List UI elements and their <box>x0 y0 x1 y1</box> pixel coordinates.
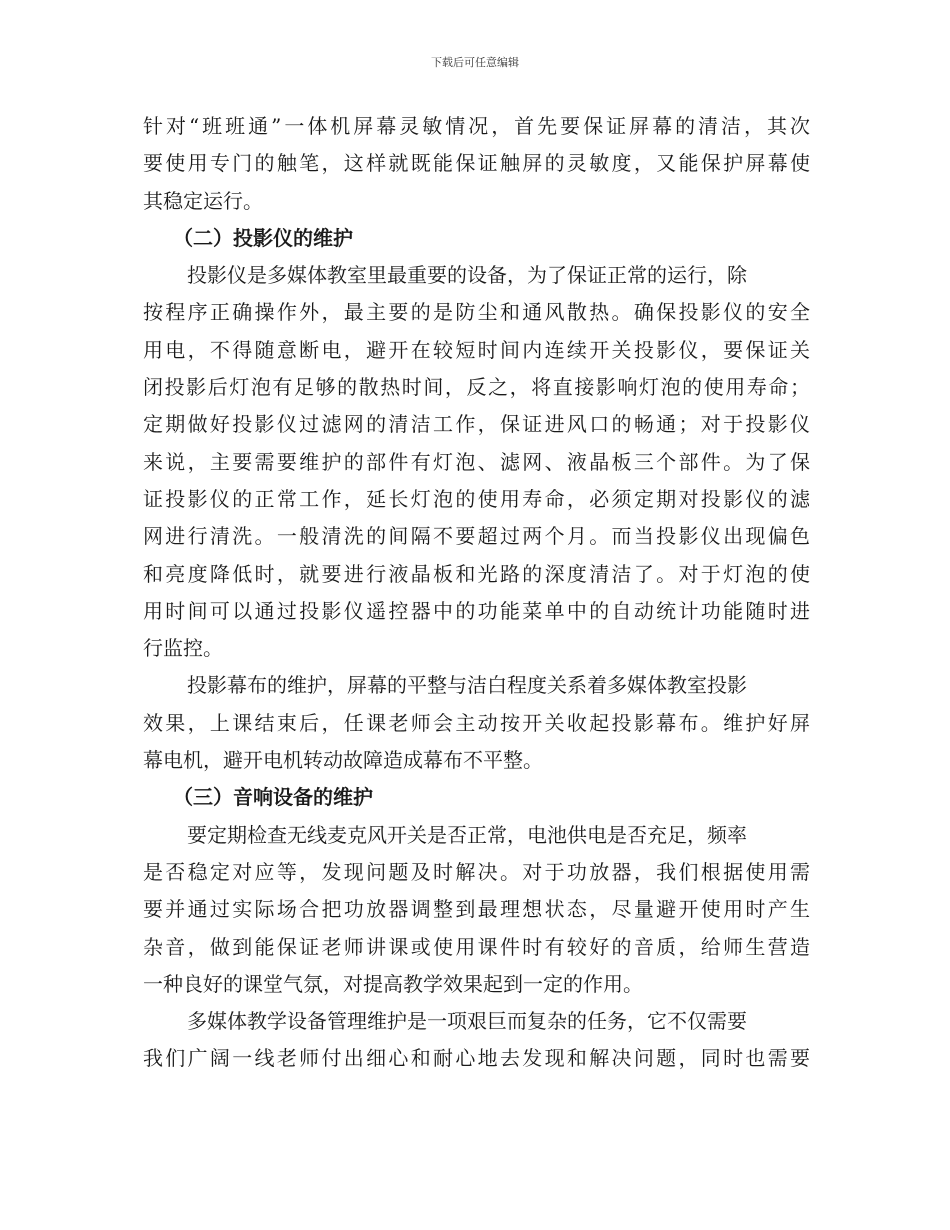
body-line: 要并通过实际场合把功放器调整到最理想状态，尽量避开使用时产生 <box>143 897 810 922</box>
body-line: 用时间可以通过投影仪遥控器中的功能菜单中的自动统计功能随时进 <box>143 598 810 623</box>
body-line: 一种良好的课堂气氛，对提高教学效果起到一定的作用。 <box>143 971 643 996</box>
body-line: 其稳定运行。 <box>143 188 263 213</box>
body-line: 定期做好投影仪过滤网的清洁工作，保证进风口的畅通；对于投影仪 <box>143 412 810 437</box>
body-line: 幕电机，避开电机转动故障造成幕布不平整。 <box>143 748 543 773</box>
body-line: 多媒体教学设备管理维护是一项艰巨而复杂的任务，它不仅需要 <box>187 1009 747 1034</box>
body-line: 网进行清洗。一般清洗的间隔不要超过两个月。而当投影仪出现偏色 <box>143 524 810 549</box>
document-body <box>143 108 810 1078</box>
body-line: 针对“班班通”一体机屏幕灵敏情况，首先要保证屏幕的清洁，其次 <box>143 114 810 138</box>
body-line: 投影仪是多媒体教室里最重要的设备，为了保证正常的运行，除 <box>187 263 747 288</box>
body-line: 用电，不得随意断电，避开在较短时间内连续开关投影仪，要保证关 <box>143 337 810 362</box>
section-heading: （三）音响设备的维护 <box>173 785 373 810</box>
page-header: 下载后可任意编辑 <box>431 56 519 69</box>
body-line: 要使用专门的触笔，这样就既能保证触屏的灵敏度，又能保护屏幕使 <box>143 151 810 176</box>
body-line: 来说，主要需要维护的部件有灯泡、滤网、液晶板三个部件。为了保 <box>143 449 810 474</box>
body-line: 杂音，做到能保证老师讲课或使用课件时有较好的音质，给师生营造 <box>143 934 810 959</box>
body-line: 投影幕布的维护，屏幕的平整与洁白程度关系着多媒体教室投影 <box>187 673 747 698</box>
section-heading: （二）投影仪的维护 <box>173 225 353 250</box>
body-line: 和亮度降低时，就要进行液晶板和光路的深度清洁了。对于灯泡的使 <box>143 561 810 586</box>
body-line: 要定期检查无线麦克风开关是否正常，电池供电是否充足，频率 <box>187 822 747 847</box>
body-line: 按程序正确操作外，最主要的是防尘和通风散热。确保投影仪的安全 <box>143 300 810 325</box>
body-line: 我们广阔一线老师付出细心和耐心地去发现和解决问题，同时也需要 <box>143 1046 810 1071</box>
body-line: 闭投影后灯泡有足够的散热时间，反之，将直接影响灯泡的使用寿命； <box>143 375 810 400</box>
body-line: 效果，上课结束后，任课老师会主动按开关收起投影幕布。维护好屏 <box>143 710 810 735</box>
body-line: 行监控。 <box>143 636 223 661</box>
body-line: 证投影仪的正常工作，延长灯泡的使用寿命，必须定期对投影仪的滤 <box>143 486 810 511</box>
body-line: 是否稳定对应等，发现问题及时解决。对于功放器，我们根据使用需 <box>143 859 810 884</box>
